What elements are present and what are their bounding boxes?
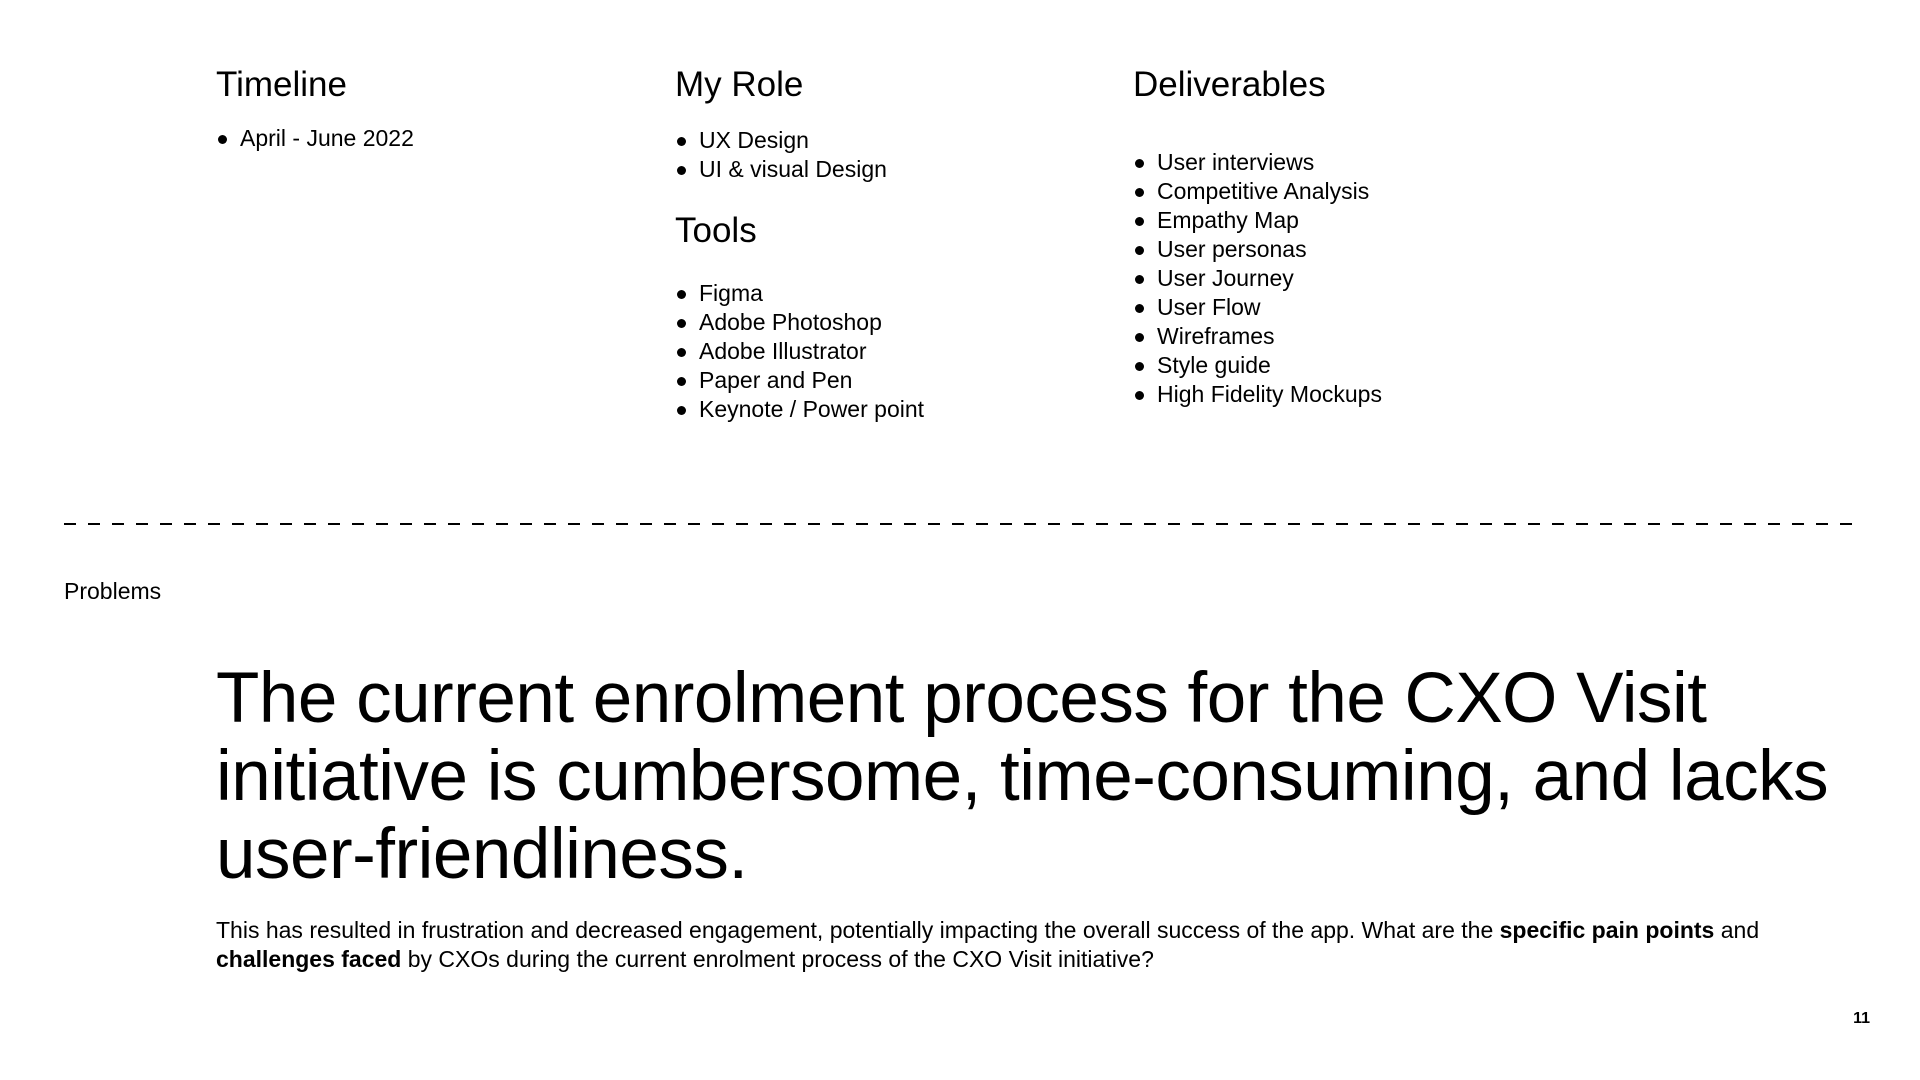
deliverables-heading: Deliverables [1133, 65, 1326, 104]
deliverable-item: User Flow [1133, 293, 1382, 322]
deliverable-item: Style guide [1133, 351, 1382, 380]
problem-statement: The current enrolment process for the CXO Visit initiative is cumbersome, time-consuming, and lacks user-friendliness. [216, 659, 1829, 894]
timeline-section [216, 64, 414, 153]
role-heading: My Role [675, 65, 804, 104]
timeline-item: April - June 2022 [216, 124, 414, 153]
deliverable-item: High Fidelity Mockups [1133, 380, 1382, 409]
dashed-divider [64, 523, 1864, 525]
page-number: 11 [1853, 1010, 1870, 1027]
description-text: by CXOs during the current enrolment process of the CXO Visit initiative? [401, 946, 1154, 972]
timeline-list [216, 124, 414, 153]
problems-label: Problems [64, 578, 162, 604]
description-text: This has resulted in frustration and decreased engagement, potentially impacting the overall success of the app. What are the [216, 917, 1500, 943]
role-list [675, 126, 924, 184]
deliverables-list [1133, 148, 1382, 409]
description-text: and [1714, 917, 1760, 943]
deliverable-item: User Journey [1133, 264, 1382, 293]
tools-list [675, 279, 924, 424]
problem-description [216, 916, 1776, 974]
tool-item: Keynote / Power point [675, 395, 924, 424]
timeline-heading: Timeline [216, 65, 347, 104]
role-item: UI & visual Design [675, 155, 924, 184]
description-emphasis: specific pain points [1499, 917, 1715, 943]
role-section [675, 64, 924, 424]
tools-heading: Tools [675, 211, 757, 250]
deliverable-item: User interviews [1133, 148, 1382, 177]
deliverable-item: Competitive Analysis [1133, 177, 1382, 206]
tool-item: Adobe Illustrator [675, 337, 924, 366]
description-emphasis: challenges faced [216, 946, 402, 972]
deliverable-item: User personas [1133, 235, 1382, 264]
tool-item: Paper and Pen [675, 366, 924, 395]
deliverables-section [1133, 64, 1382, 409]
role-item: UX Design [675, 126, 924, 155]
tool-item: Adobe Photoshop [675, 308, 924, 337]
tool-item: Figma [675, 279, 924, 308]
deliverable-item: Wireframes [1133, 322, 1382, 351]
deliverable-item: Empathy Map [1133, 206, 1382, 235]
